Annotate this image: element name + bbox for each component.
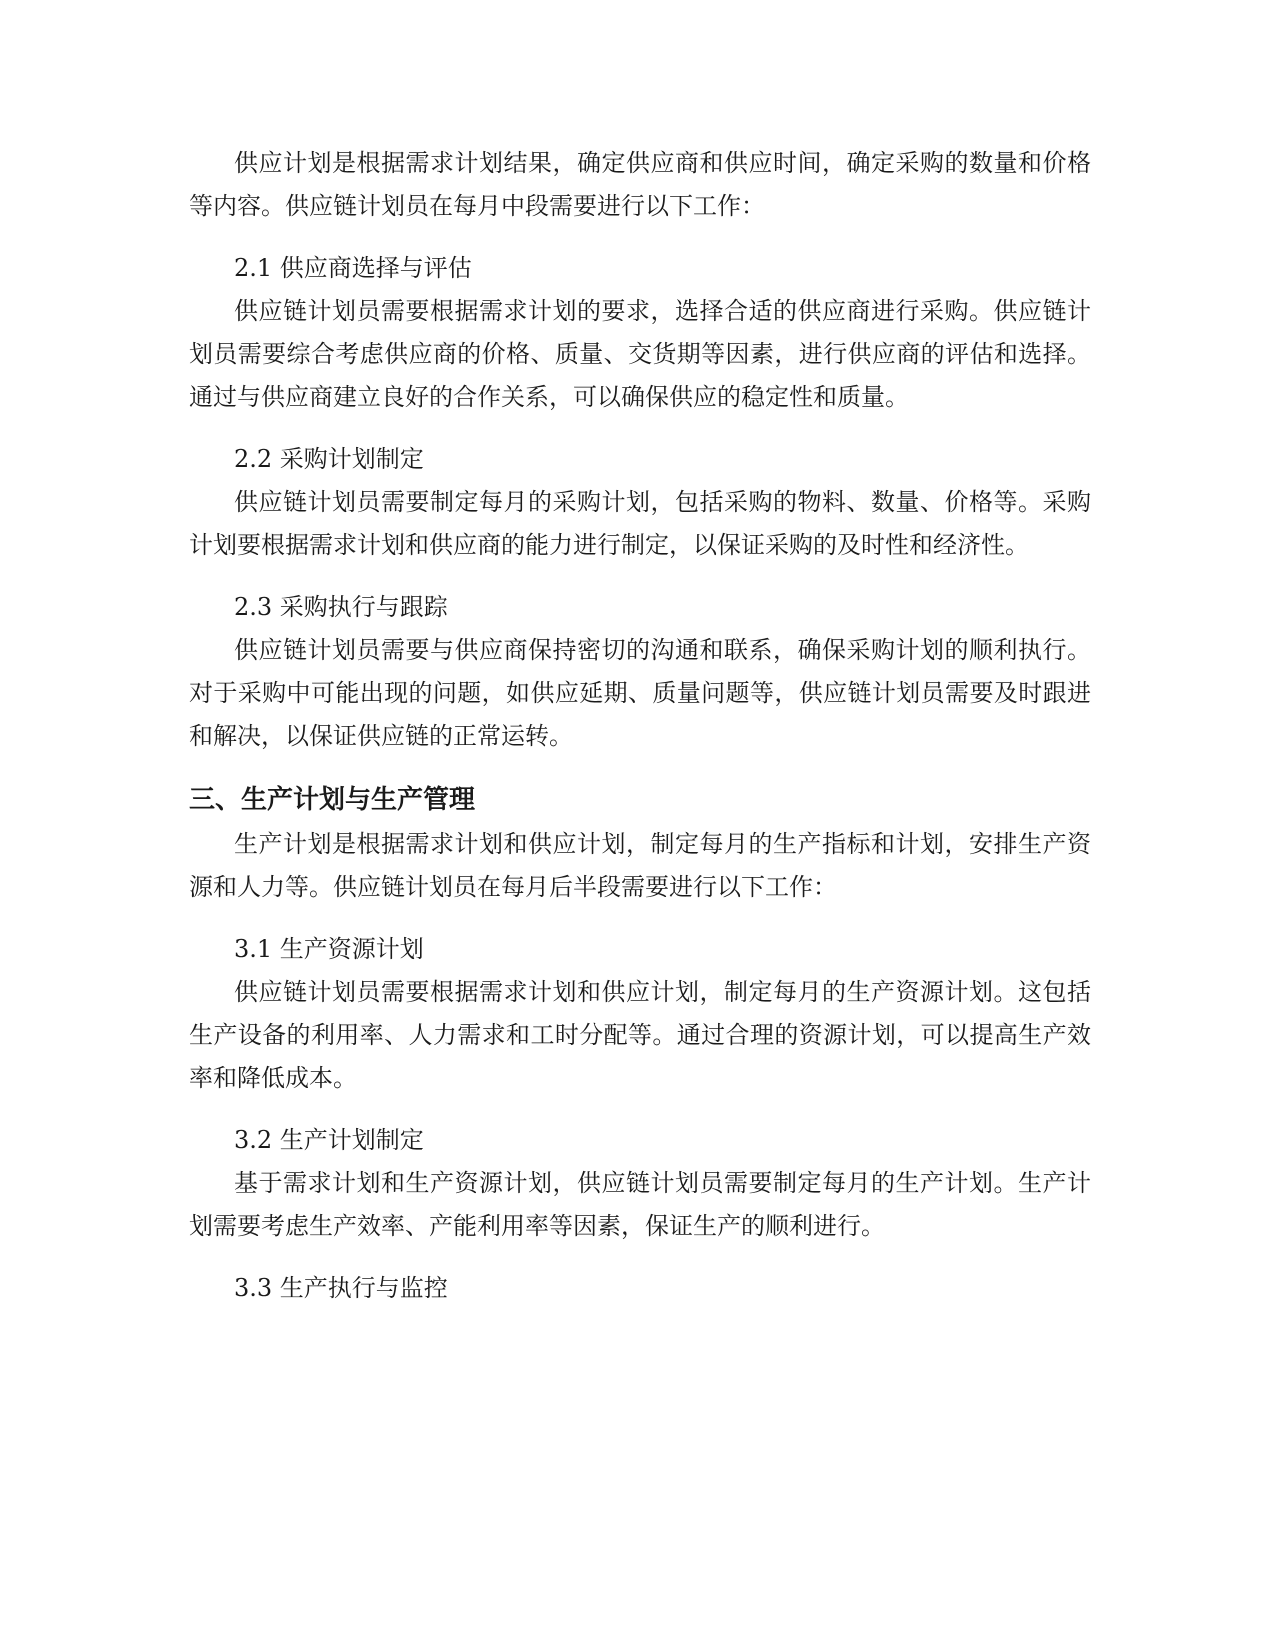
section-3-heading: 三、生产计划与生产管理: [189, 785, 476, 815]
subsection-2-2-title: 2.2 采购计划制定: [234, 445, 424, 473]
subsection-3-2-title: 3.2 生产计划制定: [234, 1126, 424, 1154]
subsection-3-1-body: 供应链计划员需要根据需求计划和供应计划，制定每月的生产资源计划。这包括生产设备的利用率、人力需求和工时分配等。通过合理的资源计划，可以提高生产效率和降低成本。: [189, 978, 1091, 1092]
subsection-2-1-title: 2.1 供应商选择与评估: [234, 254, 472, 282]
section-3-intro-paragraph: 生产计划是根据需求计划和供应计划，制定每月的生产指标和计划，安排生产资源和人力等。供应链计划员在每月后半段需要进行以下工作：: [189, 830, 1091, 901]
document-page: [189, 142, 1091, 1310]
subsection-2-3-body: 供应链计划员需要与供应商保持密切的沟通和联系，确保采购计划的顺利执行。对于采购中可能出现的问题，如供应延期、质量问题等，供应链计划员需要及时跟进和解决，以保证供应链的正常运转。: [189, 636, 1091, 750]
subsection-3-3-title: 3.3 生产执行与监控: [234, 1274, 448, 1302]
subsection-2-3-title: 2.3 采购执行与跟踪: [234, 593, 448, 621]
subsection-2-1-body: 供应链计划员需要根据需求计划的要求，选择合适的供应商进行采购。供应链计划员需要综合考虑供应商的价格、质量、交货期等因素，进行供应商的评估和选择。通过与供应商建立良好的合作关系，可以确保供应的稳定性和质量。: [189, 297, 1091, 411]
subsection-3-2-body: 基于需求计划和生产资源计划，供应链计划员需要制定每月的生产计划。生产计划需要考虑生产效率、产能利用率等因素，保证生产的顺利进行。: [189, 1169, 1091, 1240]
subsection-3-1-title: 3.1 生产资源计划: [234, 935, 424, 963]
supply-plan-intro-paragraph: 供应计划是根据需求计划结果，确定供应商和供应时间，确定采购的数量和价格等内容。供应链计划员在每月中段需要进行以下工作：: [189, 149, 1091, 220]
subsection-2-2-body: 供应链计划员需要制定每月的采购计划，包括采购的物料、数量、价格等。采购计划要根据需求计划和供应商的能力进行制定，以保证采购的及时性和经济性。: [189, 488, 1091, 559]
